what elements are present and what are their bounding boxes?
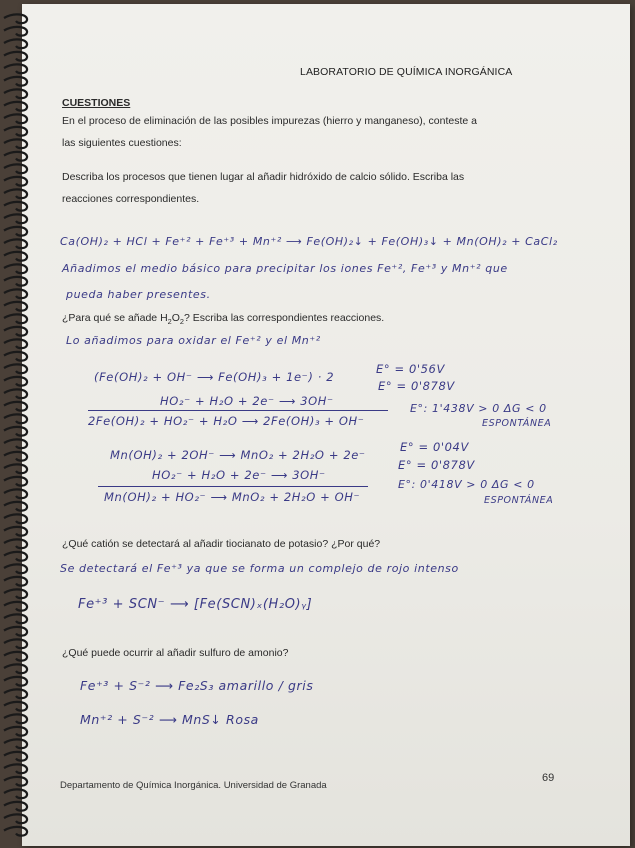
spiral-ring bbox=[4, 214, 27, 223]
potential-mn-oxidation: E° = 0'04V bbox=[400, 440, 469, 454]
answer-1-line-3: pueda haber presentes. bbox=[66, 288, 211, 301]
spiral-ring bbox=[4, 589, 27, 598]
sum-line-2 bbox=[98, 486, 368, 487]
potential-fe-overall: E°: 1'438V > 0 ΔG < 0 bbox=[410, 402, 547, 415]
spiral-ring bbox=[4, 189, 27, 198]
spiral-ring bbox=[4, 677, 27, 686]
question-1-line-1: Describa los procesos que tienen lugar al añadir hidróxido de calcio sólido. Escriba las bbox=[62, 171, 465, 183]
spiral-ring bbox=[4, 764, 27, 773]
potential-peroxide-reduction-2: E° = 0'878V bbox=[398, 458, 475, 472]
spiral-ring bbox=[4, 489, 27, 498]
spiral-ring bbox=[4, 452, 27, 461]
potential-mn-overall: E°: 0'418V > 0 ΔG < 0 bbox=[398, 478, 535, 491]
spiral-ring bbox=[4, 652, 27, 661]
sum-line-1 bbox=[88, 410, 388, 411]
answer-1-line-2: Añadimos el medio básico para precipitar los iones Fe⁺², Fe⁺³ y Mn⁺² que bbox=[62, 262, 508, 275]
spiral-ring bbox=[4, 777, 27, 786]
spiral-ring bbox=[4, 514, 27, 523]
spiral-ring bbox=[4, 527, 27, 536]
answer-3: Se detectará el Fe⁺³ ya que se forma un complejo de rojo intenso bbox=[60, 562, 459, 575]
spiral-ring bbox=[4, 39, 27, 48]
spiral-ring bbox=[4, 614, 27, 623]
spiral-ring bbox=[4, 477, 27, 486]
spiral-ring bbox=[4, 239, 27, 248]
spiral-ring bbox=[4, 814, 27, 823]
spiral-ring bbox=[4, 164, 27, 173]
spiral-ring bbox=[4, 289, 27, 298]
question-1-line-2: reacciones correspondientes. bbox=[62, 193, 200, 205]
spiral-ring bbox=[4, 52, 27, 61]
equation-fe-oxidation: (Fe(OH)₂ + OH⁻ ⟶ Fe(OH)₃ + 1e⁻) · 2 bbox=[94, 370, 335, 384]
spontaneous-label-2: ESPONTÁNEA bbox=[484, 495, 554, 506]
spiral-ring bbox=[4, 664, 27, 673]
potential-fe-oxidation: E° = 0'56V bbox=[376, 362, 445, 376]
spontaneous-label-1: ESPONTÁNEA bbox=[482, 418, 552, 429]
spiral-ring bbox=[4, 152, 27, 161]
equation-mn-oxidation: Mn(OH)₂ + 2OH⁻ ⟶ MnO₂ + 2H₂O + 2e⁻ bbox=[110, 448, 366, 462]
question-3: ¿Qué catión se detectará al añadir tiocianato de potasio? ¿Por qué? bbox=[62, 538, 381, 550]
equation-peroxide-reduction-1: HO₂⁻ + H₂O + 2e⁻ ⟶ 3OH⁻ bbox=[160, 394, 334, 408]
spiral-ring bbox=[4, 327, 27, 336]
spiral-ring bbox=[4, 414, 27, 423]
spiral-ring bbox=[4, 502, 27, 511]
page-header: LABORATORIO DE QUÍMICA INORGÁNICA bbox=[300, 66, 513, 78]
spiral-ring bbox=[4, 402, 27, 411]
spiral-ring bbox=[4, 702, 27, 711]
spiral-ring bbox=[4, 577, 27, 586]
page-number: 69 bbox=[542, 772, 555, 784]
spiral-ring bbox=[4, 27, 27, 36]
spiral-ring bbox=[4, 564, 27, 573]
spiral-ring bbox=[4, 89, 27, 98]
spiral-ring bbox=[4, 464, 27, 473]
spiral-ring bbox=[4, 227, 27, 236]
section-heading: CUESTIONES bbox=[62, 97, 131, 109]
spiral-ring bbox=[4, 439, 27, 448]
spiral-ring bbox=[4, 77, 27, 86]
equation-peroxide-reduction-2: HO₂⁻ + H₂O + 2e⁻ ⟶ 3OH⁻ bbox=[152, 468, 326, 482]
intro-line-2: las siguientes cuestiones: bbox=[62, 137, 182, 149]
spiral-binding bbox=[0, 0, 30, 848]
spiral-ring bbox=[4, 427, 27, 436]
spiral-ring bbox=[4, 264, 27, 273]
spiral-ring bbox=[4, 64, 27, 73]
page-footer: Departamento de Química Inorgánica. Universidad de Granada bbox=[60, 780, 327, 791]
spiral-ring bbox=[4, 314, 27, 323]
question-4: ¿Qué puede ocurrir al añadir sulfuro de amonio? bbox=[62, 647, 289, 659]
spiral-ring bbox=[4, 377, 27, 386]
spiral-ring bbox=[4, 177, 27, 186]
spiral-ring bbox=[4, 602, 27, 611]
spiral-ring bbox=[4, 102, 27, 111]
spiral-ring bbox=[4, 727, 27, 736]
spiral-ring bbox=[4, 114, 27, 123]
spiral-ring bbox=[4, 827, 27, 836]
potential-peroxide-reduction-1: E° = 0'878V bbox=[378, 379, 455, 393]
equation-mn-overall: Mn(OH)₂ + HO₂⁻ ⟶ MnO₂ + 2H₂O + OH⁻ bbox=[104, 490, 361, 504]
equation-thiocyanate-complex: Fe⁺³ + SCN⁻ ⟶ [Fe(SCN)ₓ(H₂O)ᵧ] bbox=[78, 597, 313, 612]
spiral-ring bbox=[4, 127, 27, 136]
spiral-ring bbox=[4, 752, 27, 761]
spiral-ring bbox=[4, 789, 27, 798]
spiral-ring bbox=[4, 364, 27, 373]
intro-line-1: En el proceso de eliminación de las posibles impurezas (hierro y manganeso), conteste a bbox=[62, 115, 477, 127]
spiral-ring bbox=[4, 352, 27, 361]
spiral-ring bbox=[4, 202, 27, 211]
spiral-ring bbox=[4, 689, 27, 698]
spiral-ring bbox=[4, 389, 27, 398]
question-2: ¿Para qué se añade $H_2O_2$? Escriba las correspondientes reacciones. bbox=[62, 312, 385, 327]
equation-manganese-sulfide: Mn⁺² + S⁻² ⟶ MnS↓ Rosa bbox=[80, 712, 259, 727]
spiral-ring bbox=[4, 252, 27, 261]
spiral-ring bbox=[4, 302, 27, 311]
spiral-ring bbox=[4, 627, 27, 636]
spiral-ring bbox=[4, 739, 27, 748]
spiral-ring bbox=[4, 639, 27, 648]
spiral-ring bbox=[4, 277, 27, 286]
spiral-ring bbox=[4, 539, 27, 548]
spiral-ring bbox=[4, 139, 27, 148]
answer-2: Lo añadimos para oxidar el Fe⁺² y el Mn⁺² bbox=[66, 334, 321, 347]
equation-iron-sulfide: Fe⁺³ + S⁻² ⟶ Fe₂S₃ amarillo / gris bbox=[80, 678, 314, 693]
spiral-ring bbox=[4, 552, 27, 561]
equation-fe-overall: 2Fe(OH)₂ + HO₂⁻ + H₂O ⟶ 2Fe(OH)₃ + OH⁻ bbox=[88, 414, 365, 428]
spiral-ring bbox=[4, 339, 27, 348]
spiral-ring bbox=[4, 714, 27, 723]
spiral-ring bbox=[4, 14, 27, 23]
answer-1-equation: Ca(OH)₂ + HCl + Fe⁺² + Fe⁺³ + Mn⁺² ⟶ Fe(OH)₂↓ + Fe(OH)₃↓ + Mn(OH)₂ + CaCl₂ bbox=[60, 235, 558, 248]
spiral-ring bbox=[4, 802, 27, 811]
